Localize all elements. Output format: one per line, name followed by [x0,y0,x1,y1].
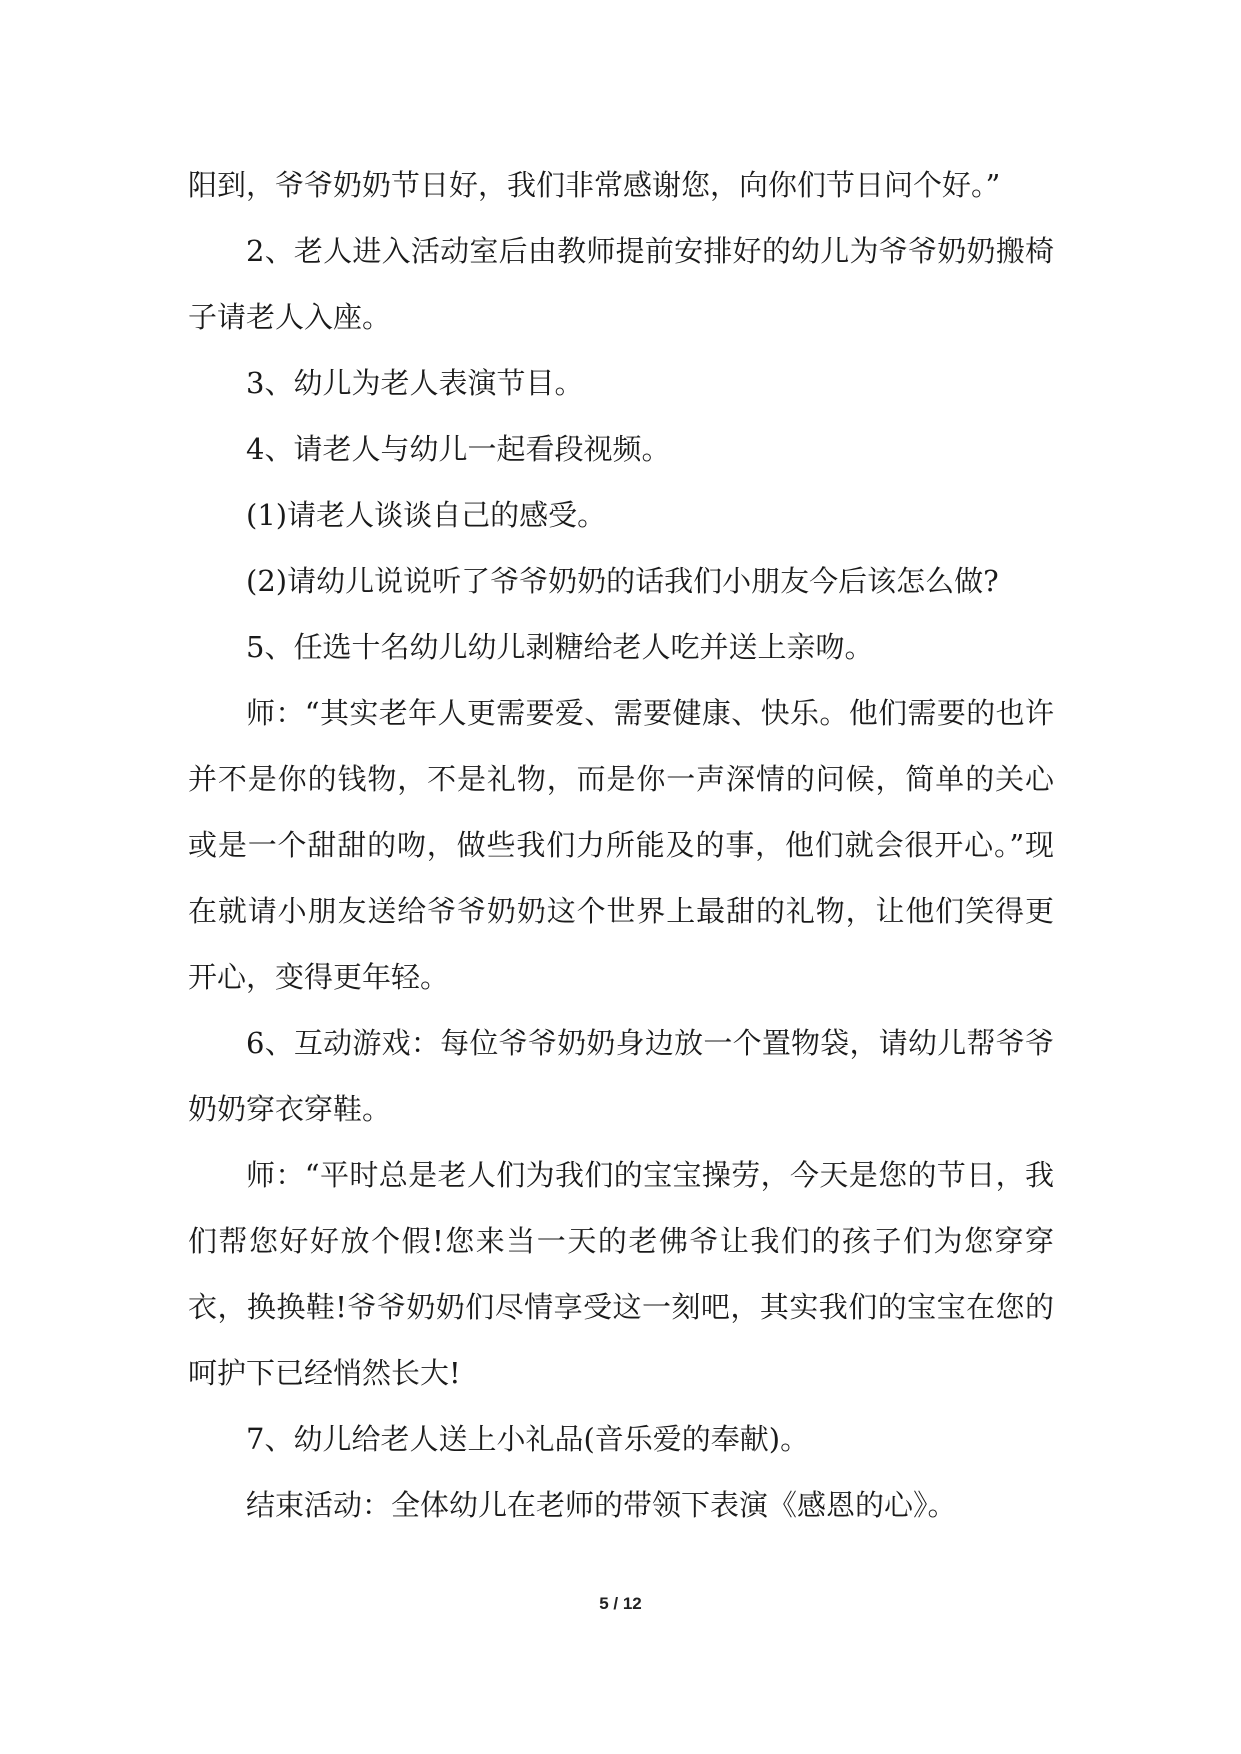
paragraph-teacher-speech-1: 师：“其实老年人更需要爱、需要健康、快乐。他们需要的也许并不是你的钱物，不是礼物，而是你一声深情的问候，简单的关心或是一个甜甜的吻，做些我们力所能及的事，他们就会很开心。”现在就请小朋友送给爷爷奶奶这个世界上最甜的礼物，让他们笑得更开心，变得更年轻。 [188,696,1054,994]
paragraph-step-3: 3、幼儿为老人表演节目。 [246,366,584,400]
paragraph-step-4-sub-2: (2)请幼儿说说听了爷爷奶奶的话我们小朋友今后该怎么做? [246,564,999,598]
paragraph-continuation: 阳到，爷爷奶奶节日好，我们非常感谢您，向你们节日问个好。” [188,168,1001,202]
page-number: 5 / 12 [599,1594,642,1613]
paragraph-closing-activity: 结束活动：全体幼儿在老师的带领下表演《感恩的心》。 [246,1488,957,1522]
paragraph-step-4-sub-1: (1)请老人谈谈自己的感受。 [246,498,607,532]
document-body [188,152,1054,1538]
paragraph-step-6: 6、互动游戏：每位爷爷奶奶身边放一个置物袋，请幼儿帮爷爷奶奶穿衣穿鞋。 [188,1026,1054,1126]
paragraph-step-7: 7、幼儿给老人送上小礼品(音乐爱的奉献)。 [246,1422,810,1456]
paragraph-teacher-speech-2: 师：“平时总是老人们为我们的宝宝操劳，今天是您的节日，我们帮您好好放个假!您来当一天的老佛爷让我们的孩子们为您穿穿衣，换换鞋!爷爷奶奶们尽情享受这一刻吧，其实我们的宝宝在您的呵护下已经悄然长大! [188,1158,1054,1390]
paragraph-step-4: 4、请老人与幼儿一起看段视频。 [246,432,671,466]
paragraph-step-5: 5、任选十名幼儿幼儿剥糖给老人吃并送上亲吻。 [246,630,874,664]
paragraph-step-2: 2、老人进入活动室后由教师提前安排好的幼儿为爷爷奶奶搬椅子请老人入座。 [188,234,1054,334]
